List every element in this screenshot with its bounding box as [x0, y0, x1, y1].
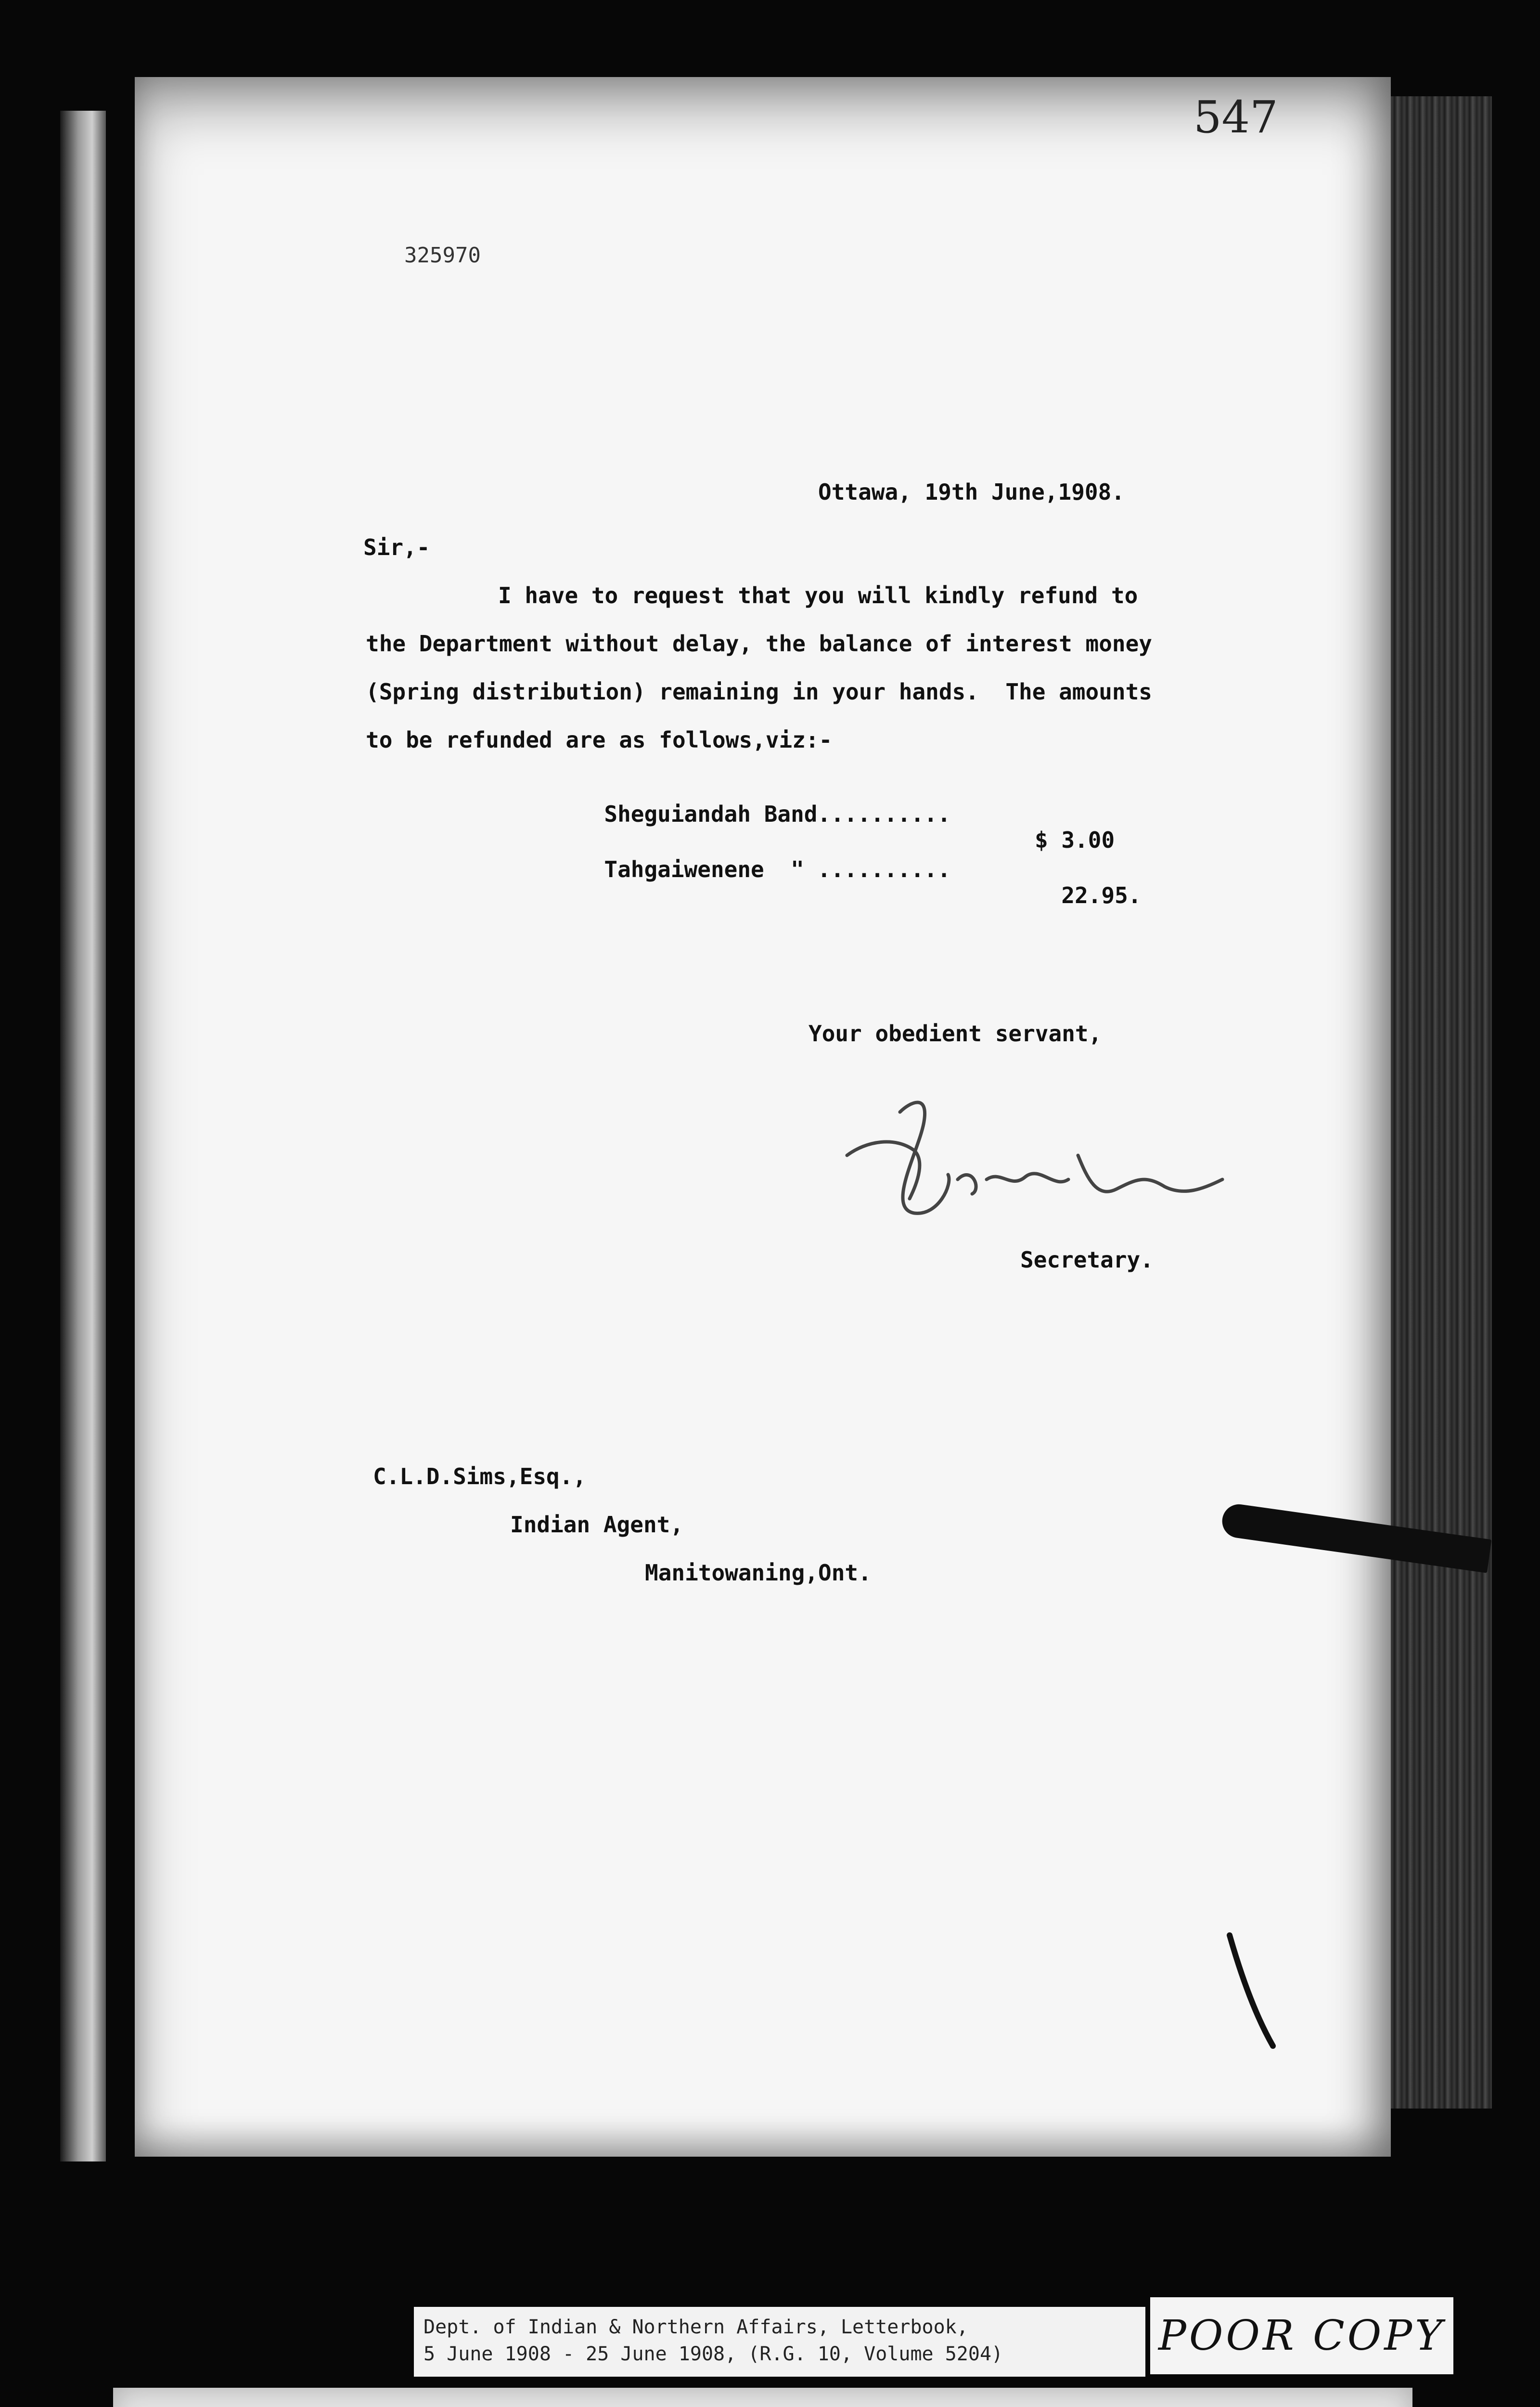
page-edge-strip: [60, 111, 106, 2161]
closing: Your obedient servant,: [808, 1021, 1102, 1047]
archive-reference-label: [414, 2307, 1145, 2377]
body-line: to be refunded are as follows,viz:-: [366, 727, 833, 753]
letterbook-spine: [1376, 96, 1492, 2109]
recipient-name: C.L.D.Sims,Esq.,: [373, 1463, 587, 1489]
recipient-place: Manitowaning,Ont.: [645, 1560, 872, 1586]
page-number: 547: [1194, 91, 1278, 143]
signatory-title: Secretary.: [1020, 1247, 1154, 1273]
archive-label-line: Dept. of Indian & Northern Affairs, Letterbook,: [424, 2316, 968, 2338]
body-line: I have to request that you will kindly refund to: [498, 582, 1138, 608]
recipient-position: Indian Agent,: [510, 1512, 684, 1538]
body-line: (Spring distribution) remaining in your hands. The amounts: [366, 679, 1152, 705]
refund-amount: $ 3.00: [1035, 827, 1115, 853]
ink-stroke-mark: [1225, 1930, 1283, 2056]
salutation: Sir,-: [363, 534, 430, 560]
refund-band: Tahgaiwenene " ..........: [604, 856, 951, 882]
file-number: 325970: [404, 243, 481, 268]
body-line: the Department without delay, the balance of interest money: [366, 631, 1152, 657]
refund-amount: 22.95.: [1035, 882, 1142, 908]
poor-copy-label: POOR COPY: [1150, 2297, 1453, 2374]
archive-label-line: 5 June 1908 - 25 June 1908, (R.G. 10, Volume 5204): [424, 2343, 1003, 2365]
handwritten-signature: [828, 1083, 1232, 1237]
dateline: Ottawa, 19th June,1908.: [818, 479, 1125, 505]
public-archives-stamp: [113, 2388, 1412, 2407]
refund-band: Sheguiandah Band..........: [604, 801, 951, 827]
